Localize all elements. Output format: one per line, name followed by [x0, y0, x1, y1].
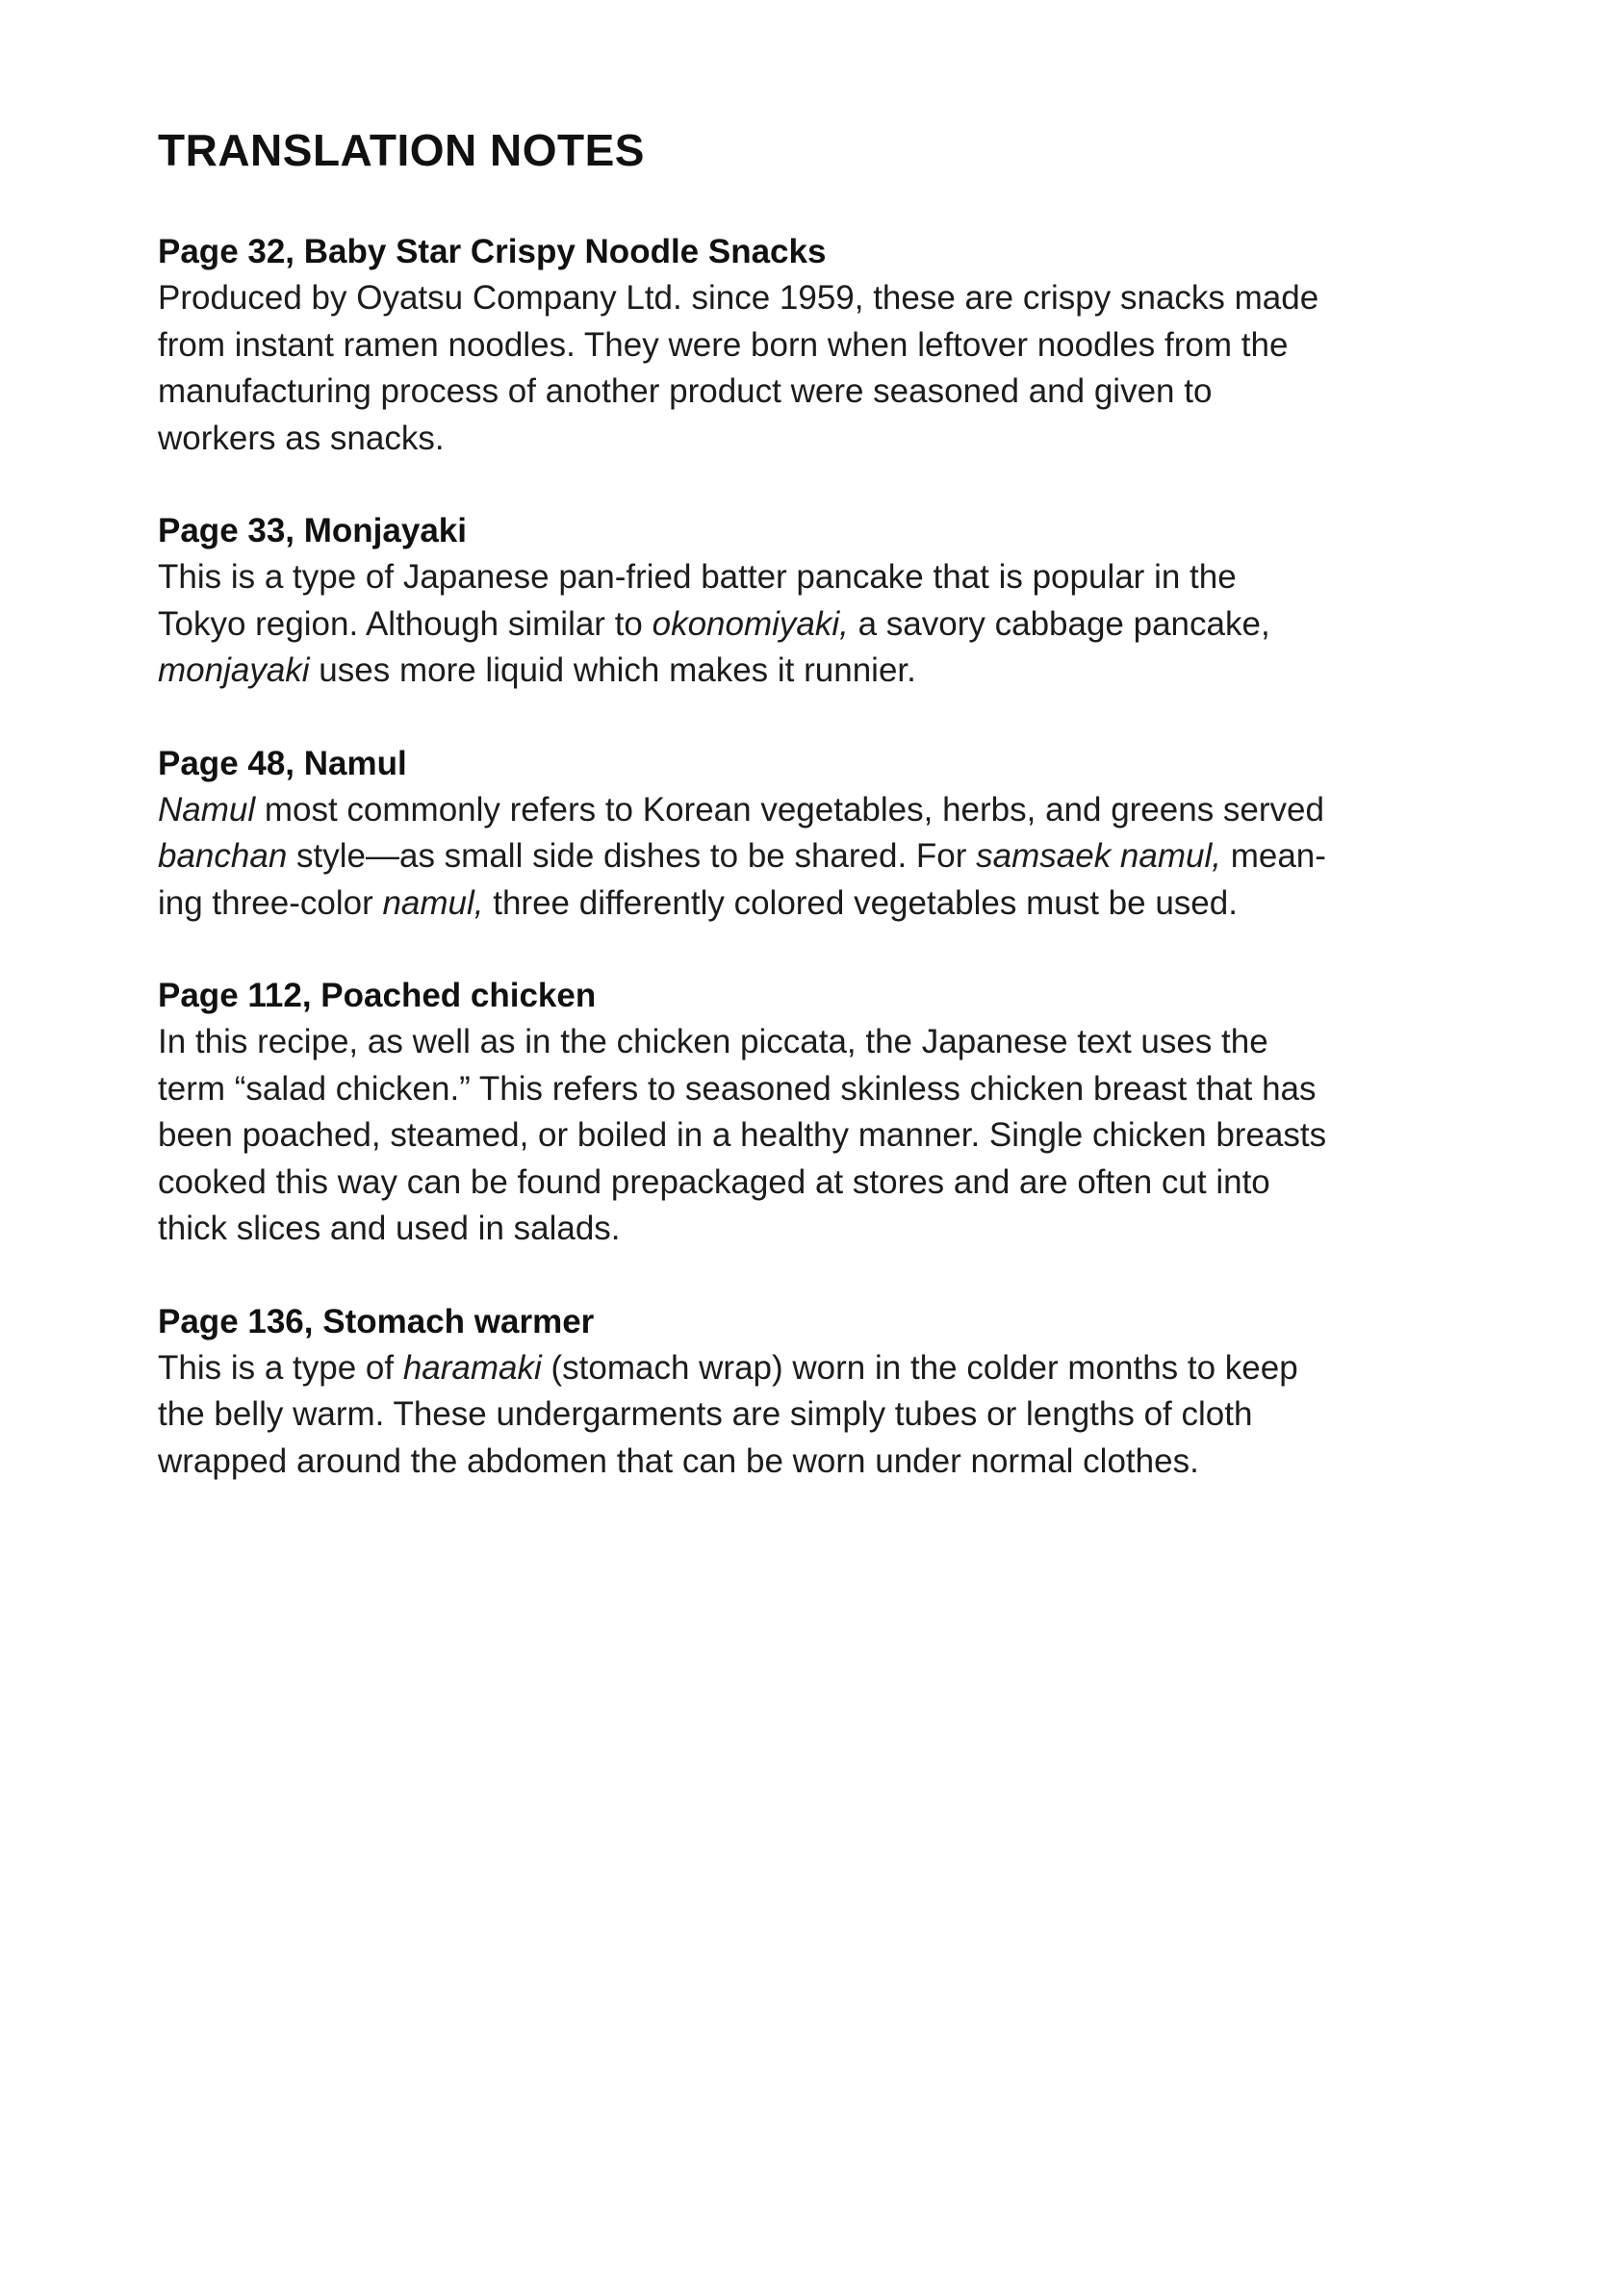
note-section: [158, 741, 1496, 928]
note-section: [158, 508, 1496, 695]
page-title: TRANSLATION NOTES: [158, 125, 645, 175]
text-run: cooked this way can be found prepackaged at stores and are often cut into: [158, 1162, 1270, 1201]
italic-term: banchan: [158, 837, 288, 875]
notes-list: [158, 229, 1496, 1485]
note-heading: Page 32, Baby Star Crispy Noodle Snacks: [158, 233, 827, 270]
text-run: uses more liquid which makes it runnier.: [309, 651, 916, 689]
note-section: [158, 1299, 1496, 1486]
text-run: In this recipe, as well as in the chicken piccata, the Japanese text uses the: [158, 1023, 1268, 1060]
text-run: workers as snacks.: [158, 419, 445, 457]
text-run: (stomach wrap) worn in the colder months to keep: [541, 1348, 1298, 1387]
text-run: from instant ramen noodles. They were born when leftover noodles from the: [158, 325, 1289, 364]
text-run: style—as small side dishes to be shared. For: [287, 837, 977, 875]
note-heading: Page 33, Monjayaki: [158, 512, 467, 549]
text-run: three differently colored vegetables must be used.: [483, 883, 1238, 922]
text-run: the belly warm. These undergarments are simply tubes or lengths of cloth: [158, 1395, 1253, 1433]
text-run: Tokyo region. Although similar to: [158, 604, 652, 643]
italic-term: namul,: [382, 883, 484, 922]
note-heading: Page 136, Stomach warmer: [158, 1302, 595, 1340]
text-run: mean-: [1220, 837, 1326, 875]
note-section: [158, 229, 1496, 462]
text-run: most commonly refers to Korean vegetables, herbs, and greens served: [255, 790, 1324, 829]
italic-term: haramaki: [402, 1348, 542, 1387]
italic-term: Namul: [158, 790, 256, 829]
note-heading: Page 112, Poached chicken: [158, 977, 597, 1014]
translation-notes-page: [158, 123, 1496, 1531]
text-run: ing three-color: [158, 883, 383, 922]
text-run: been poached, steamed, or boiled in a healthy manner. Single chicken breasts: [158, 1116, 1327, 1154]
note-body: [158, 787, 1496, 928]
note-body: [158, 275, 1496, 462]
italic-term: monjayaki: [158, 651, 310, 689]
text-run: This is a type of: [158, 1348, 403, 1387]
text-run: thick slices and used in salads.: [158, 1210, 621, 1247]
text-run: wrapped around the abdomen that can be worn under normal clothes.: [158, 1441, 1199, 1480]
text-run: This is a type of Japanese pan-fried batter pancake that is popular in the: [158, 558, 1237, 596]
note-section: [158, 973, 1496, 1253]
text-run: term “salad chicken.” This refers to seasoned skinless chicken breast that has: [158, 1069, 1317, 1108]
note-body: [158, 1345, 1496, 1486]
note-body: [158, 1019, 1496, 1253]
note-heading: Page 48, Namul: [158, 744, 407, 782]
text-run: manufacturing process of another product were seasoned and given to: [158, 372, 1213, 410]
text-run: a savory cabbage pancake,: [848, 604, 1270, 643]
italic-term: okonomiyaki,: [652, 604, 849, 643]
text-run: Produced by Oyatsu Company Ltd. since 1959, these are crispy snacks made: [158, 279, 1319, 317]
note-body: [158, 554, 1496, 695]
italic-term: samsaek namul,: [976, 837, 1221, 875]
